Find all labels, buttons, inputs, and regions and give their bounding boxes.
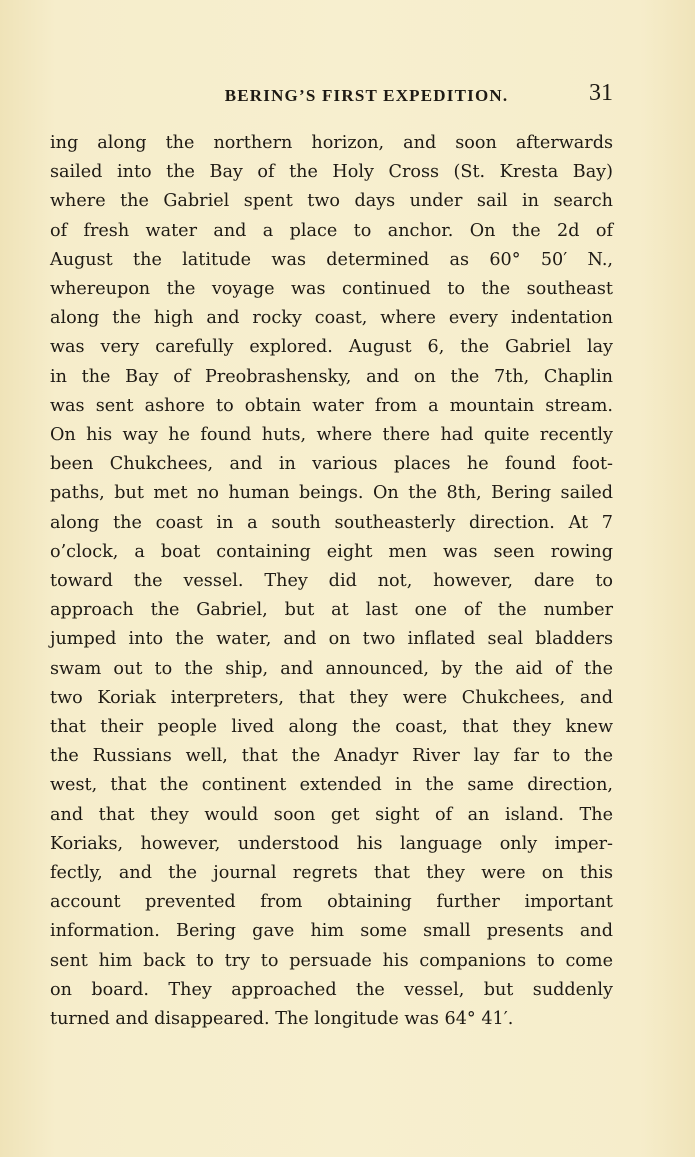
text-line: approach the Gabriel, but at last one of the number xyxy=(50,600,613,621)
running-head xyxy=(50,80,613,112)
text-line: on board. They approached the vessel, but suddenly xyxy=(50,979,613,1000)
text-line: toward the vessel. They did not, however, dare to xyxy=(50,571,613,592)
text-line: fectly, and the journal regrets that they were on this xyxy=(50,863,613,884)
page-number: 31 xyxy=(589,80,613,106)
text-line: sent him back to try to persuade his companions to come xyxy=(50,950,613,971)
text-line: was sent ashore to obtain water from a mountain stream. xyxy=(50,395,613,416)
text-line: jumped into the water, and on two inflated seal bladders xyxy=(50,629,613,650)
text-line: information. Bering gave him some small presents and xyxy=(50,921,613,942)
text-line: that their people lived along the coast, that they knew xyxy=(50,717,613,738)
text-line: August the latitude was determined as 60° 50′ N., xyxy=(50,249,613,270)
text-line: whereupon the voyage was continued to the southeast xyxy=(50,279,613,300)
text-line: o’clock, a boat containing eight men was seen rowing xyxy=(50,541,613,562)
text-line: the Russians well, that the Anadyr River lay far to the xyxy=(50,746,613,767)
text-line: ing along the northern horizon, and soon afterwards xyxy=(50,133,613,153)
text-line: two Koriak interpreters, that they were Chukchees, and xyxy=(50,687,613,708)
text-line: been Chukchees, and in various places he found foot- xyxy=(50,454,613,475)
text-line: turned and disappeared. The longitude was 64° 41′. xyxy=(50,1009,514,1030)
text-line: On his way he found huts, where there had quite recently xyxy=(50,425,613,446)
text-line: paths, but met no human beings. On the 8th, Bering sailed xyxy=(50,483,613,504)
text-line: along the coast in a south southeasterly direction. At 7 xyxy=(50,512,613,533)
text-line: along the high and rocky coast, where every indentation xyxy=(50,308,613,329)
text-line: was very carefully explored. August 6, the Gabriel lay xyxy=(50,337,613,358)
text-line: swam out to the ship, and announced, by the aid of the xyxy=(50,658,613,679)
text-line: in the Bay of Preobrashensky, and on the 7th, Chaplin xyxy=(50,366,613,387)
text-line: where the Gabriel spent two days under sail in search xyxy=(50,191,613,212)
body-paragraph xyxy=(50,129,613,1034)
text-line: and that they would soon get sight of an island. The xyxy=(50,804,613,825)
text-line: of fresh water and a place to anchor. On the 2d of xyxy=(50,220,613,241)
text-line: sailed into the Bay of the Holy Cross (St. Kresta Bay) xyxy=(50,162,613,183)
text-line: west, that the continent extended in the same direction, xyxy=(50,775,613,796)
running-title: BERING’S FIRST EXPEDITION. xyxy=(224,86,509,105)
text-line: Koriaks, however, understood his language only imper- xyxy=(50,833,613,854)
text-line: account prevented from obtaining further important xyxy=(50,892,613,913)
